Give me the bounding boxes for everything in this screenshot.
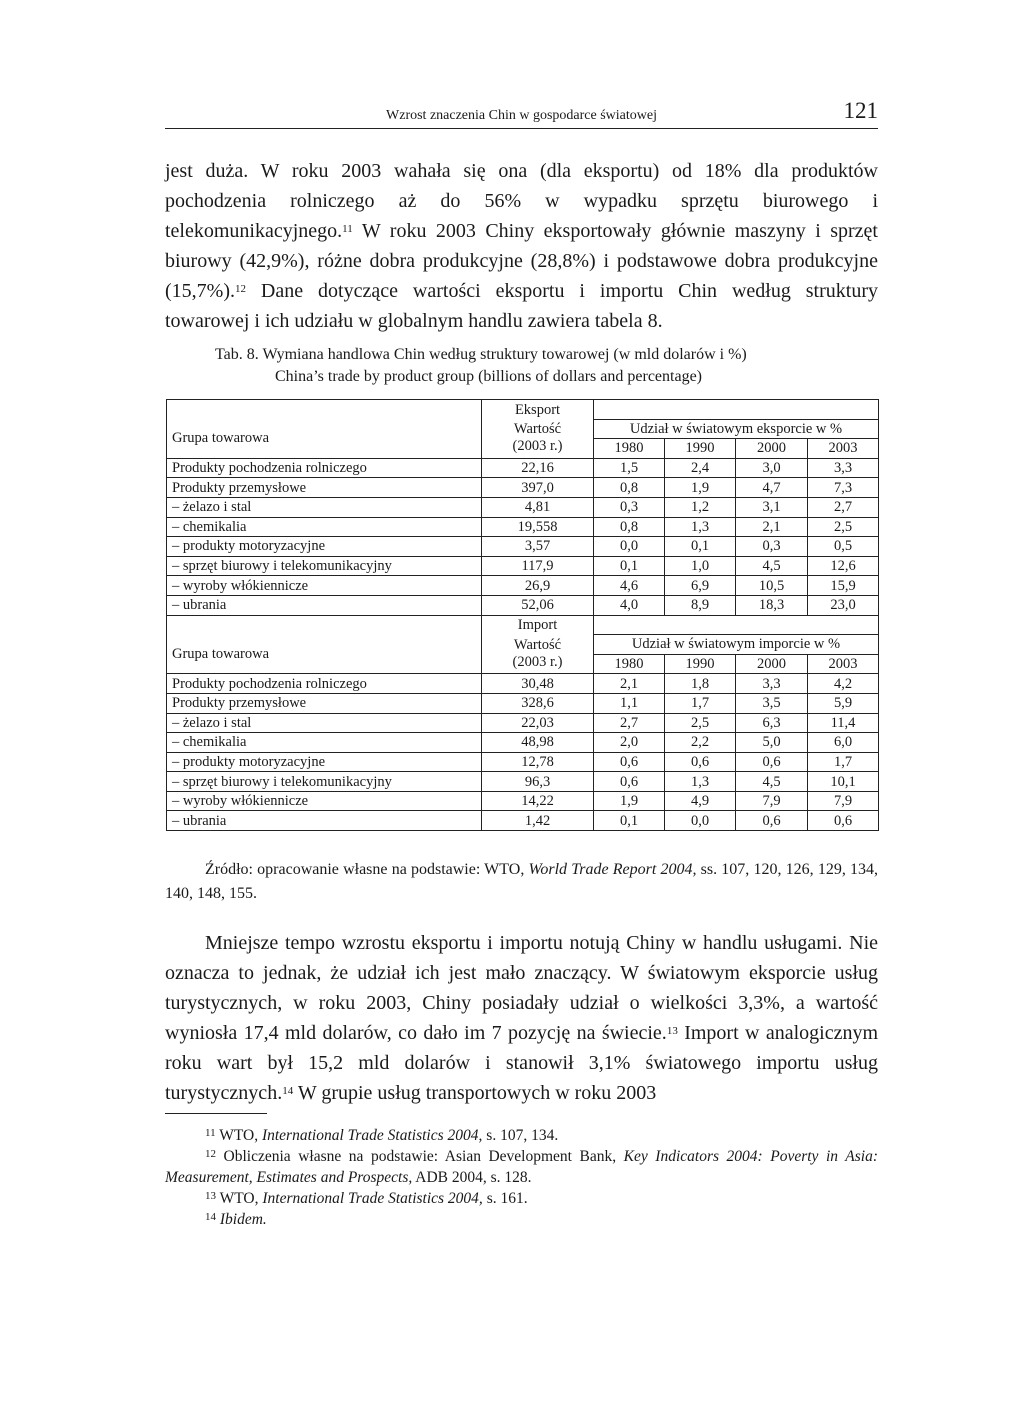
header-blank-cell [167,615,482,635]
share-cell-2003: 2,7 [808,497,879,517]
product-group-cell: – produkty motoryzacyjne [167,752,482,772]
product-group-cell: – chemikalia [167,517,482,537]
share-cell-1980: 1,5 [594,458,665,478]
share-cell-2003: 5,9 [808,693,879,713]
table-row [167,497,879,517]
paragraph-intro [165,156,878,336]
share-cell-2000: 3,3 [736,674,808,694]
footnote-ref-11[interactable]: 11 [342,223,353,235]
share-cell-1990: 1,9 [665,478,736,498]
share-cell-1990: 0,0 [665,811,736,831]
group-column-header: Grupa towarowa [167,635,482,674]
share-cell-1980: 0,6 [594,752,665,772]
product-group-cell: Produkty przemysłowe [167,478,482,498]
share-cell-1990: 1,3 [665,772,736,792]
share-cell-1980: 0,1 [594,811,665,831]
value-cell: 14,22 [482,791,594,811]
share-cell-1980: 0,3 [594,497,665,517]
table-row [167,478,879,498]
paragraph-text: W roku 2003 Chiny eksportowały głównie maszyny i sprzęt biurowy (42,9%), różne dobra produkcyjne (28,8%) i podstawowe dobra produkcyjne (15,7%). [165,220,878,302]
share-cell-1980: 4,6 [594,576,665,596]
value-cell: 22,03 [482,713,594,733]
share-cell-2003: 23,0 [808,595,879,615]
share-cell-2003: 12,6 [808,556,879,576]
share-cell-2000: 3,0 [736,458,808,478]
share-cell-2000: 4,7 [736,478,808,498]
table-row [167,713,879,733]
import-subheader-row [167,635,879,655]
share-cell-2000: 3,1 [736,497,808,517]
share-cell-2000: 10,5 [736,576,808,596]
table-row [167,772,879,792]
share-cell-2000: 5,0 [736,733,808,753]
export-section-label: Eksport [482,400,594,420]
value-cell: 26,9 [482,576,594,596]
share-cell-2000: 18,3 [736,595,808,615]
share-cell-1990: 6,9 [665,576,736,596]
share-cell-2000: 6,3 [736,713,808,733]
footnote-text: s. 107, 134. [482,1127,559,1144]
product-group-cell: – ubrania [167,595,482,615]
share-cell-2000: 0,3 [736,537,808,557]
share-cell-2003: 10,1 [808,772,879,792]
value-year-label: (2003 r.) [512,438,563,455]
footnote-text: WTO, [215,1127,262,1144]
value-cell: 3,57 [482,537,594,557]
value-cell: 4,81 [482,497,594,517]
share-cell-2000: 0,6 [736,811,808,831]
product-group-cell: Produkty pochodzenia rolniczego [167,674,482,694]
footnote-12 [165,1146,878,1188]
footnote-title: Ibidem. [219,1211,267,1228]
source-prefix: Źródło: opracowanie własne na podstawie: WTO, [205,861,529,878]
share-cell-2000: 0,6 [736,752,808,772]
footnote-text: Obliczenia własne na podstawie: Asian Development Bank, [216,1148,624,1165]
product-group-cell: – sprzęt biurowy i telekomunikacyjny [167,556,482,576]
product-group-cell: Produkty pochodzenia rolniczego [167,458,482,478]
paragraph-text: Mniejsze tempo wzrostu eksportu i importu notują Chiny w handlu usługami. Nie oznacza to jednak, że udział ich jest mało znaczący. W światowym eksporcie usług turystycznych, w roku 2003, Chiny posiadały udział o wielkości 3,3%, a wartość wyniosła 17,4 mld dolarów, co dało im 7 pozycję na świecie. [165,932,878,1044]
paragraph-text: jest duża. W roku 2003 wahała się ona (dla eksportu) od 18% dla produktów pochodzenia rolniczego aż do 56% w wypadku sprzętu biurowego i telekomunikacyjnego. [165,160,878,242]
table-row [167,733,879,753]
product-group-cell: – żelazo i stal [167,497,482,517]
product-group-cell: – produkty motoryzacyjne [167,537,482,557]
year-header: 1990 [665,439,736,459]
value-cell: 19,558 [482,517,594,537]
footnote-number: 12 [205,1148,216,1160]
share-column-header: Udział w światowym imporcie w % [594,635,879,655]
table-row [167,517,879,537]
import-section-label: Import [482,615,594,635]
table-row [167,752,879,772]
value-cell: 30,48 [482,674,594,694]
table-row [167,693,879,713]
table-row [167,458,879,478]
share-cell-1990: 1,0 [665,556,736,576]
year-header: 1990 [665,654,736,674]
value-column-header [482,419,594,458]
product-group-cell: – chemikalia [167,733,482,753]
share-cell-1980: 0,1 [594,556,665,576]
share-cell-1990: 1,8 [665,674,736,694]
table-row [167,595,879,615]
share-cell-1990: 2,5 [665,713,736,733]
year-header: 2003 [808,439,879,459]
share-cell-2003: 2,5 [808,517,879,537]
table-caption [165,344,995,388]
product-group-cell: – wyroby włókiennicze [167,791,482,811]
footnote-11 [165,1125,878,1146]
share-cell-1980: 0,8 [594,517,665,537]
footnote-text: ADB 2004, s. 128. [412,1169,532,1186]
table-source [165,858,878,906]
table-caption-polish: Tab. 8. Wymiana handlowa Chin według struktury towarowej (w mld dolarów i %) [215,346,747,363]
share-cell-2003: 0,6 [808,811,879,831]
share-cell-1980: 2,1 [594,674,665,694]
value-cell: 52,06 [482,595,594,615]
share-cell-1980: 2,7 [594,713,665,733]
footnote-13 [165,1188,878,1209]
footnotes [165,1125,878,1230]
share-column-header: Udział w światowym eksporcie w % [594,419,879,439]
export-header-row [167,400,879,420]
product-group-cell: – żelazo i stal [167,713,482,733]
product-group-cell: Produkty przemysłowe [167,693,482,713]
share-cell-2003: 15,9 [808,576,879,596]
header-blank-cell [594,615,879,635]
share-cell-2003: 6,0 [808,733,879,753]
value-cell: 12,78 [482,752,594,772]
share-cell-2003: 11,4 [808,713,879,733]
group-column-header: Grupa towarowa [167,419,482,458]
paragraph-text: Dane dotyczące wartości eksportu i importu Chin według struktury towarowej i ich udziału w globalnym handlu zawiera tabela 8. [165,280,878,332]
value-cell: 397,0 [482,478,594,498]
trade-table [166,399,879,831]
year-header: 1980 [594,654,665,674]
footnote-number: 14 [205,1211,216,1223]
value-label: Wartość [513,636,562,653]
source-suffix: ss. 107, 120, 126, 129, 134, 140, 148, 155. [165,861,879,902]
table-row [167,811,879,831]
share-cell-1980: 2,0 [594,733,665,753]
footnote-title: International Trade Statistics 2004, [262,1190,483,1207]
product-group-cell: – wyroby włókiennicze [167,576,482,596]
year-header: 2000 [736,654,808,674]
share-cell-2000: 3,5 [736,693,808,713]
value-cell: 117,9 [482,556,594,576]
share-cell-1980: 0,0 [594,537,665,557]
paragraph-text: W grupie usług transportowych w roku 2003 [293,1082,657,1104]
table-row [167,537,879,557]
share-cell-1980: 1,9 [594,791,665,811]
footnote-number: 11 [205,1127,216,1139]
value-cell: 96,3 [482,772,594,792]
share-cell-1990: 1,2 [665,497,736,517]
paragraph-services [165,928,878,1108]
footnote-ref-14[interactable]: 14 [282,1085,294,1097]
share-cell-1980: 4,0 [594,595,665,615]
share-cell-1980: 0,6 [594,772,665,792]
share-cell-2003: 4,2 [808,674,879,694]
table-row [167,576,879,596]
share-cell-2000: 4,5 [736,772,808,792]
year-header: 2000 [736,439,808,459]
share-cell-1980: 0,8 [594,478,665,498]
share-cell-1990: 2,4 [665,458,736,478]
footnote-text: WTO, [216,1190,263,1207]
footnote-title: International Trade Statistics 2004, [261,1127,483,1144]
running-head [165,96,878,129]
share-cell-2003: 0,5 [808,537,879,557]
share-cell-2000: 2,1 [736,517,808,537]
value-cell: 22,16 [482,458,594,478]
share-cell-2000: 4,5 [736,556,808,576]
year-header: 1980 [594,439,665,459]
share-cell-1990: 8,9 [665,595,736,615]
value-label: Wartość [513,421,562,438]
value-cell: 1,42 [482,811,594,831]
share-cell-1990: 4,9 [665,791,736,811]
value-cell: 48,98 [482,733,594,753]
source-title: World Trade Report 2004, [528,861,697,878]
footnote-title: Key Indicators 2004: Poverty in Asia: Measurement, Estimates and Prospects, [165,1148,879,1186]
footnote-separator [165,1113,267,1114]
running-head-title: Wzrost znaczenia Chin w gospodarce światowej [386,108,657,123]
footnote-14 [165,1209,878,1230]
table-caption-english: China’s trade by product group (billions of dollars and percentage) [275,368,702,385]
share-cell-2003: 7,3 [808,478,879,498]
header-blank-cell [594,400,879,420]
share-cell-1980: 1,1 [594,693,665,713]
footnote-ref-13[interactable]: 13 [666,1025,678,1037]
share-cell-2003: 1,7 [808,752,879,772]
footnote-text: s. 161. [482,1190,528,1207]
share-cell-1990: 1,7 [665,693,736,713]
table-row [167,674,879,694]
share-cell-2003: 7,9 [808,791,879,811]
export-section [167,400,879,616]
product-group-cell: – ubrania [167,811,482,831]
value-column-header [482,635,594,674]
table-row [167,791,879,811]
product-group-cell: – sprzęt biurowy i telekomunikacyjny [167,772,482,792]
footnote-ref-12[interactable]: 12 [234,283,246,295]
import-header-row [167,615,879,635]
year-header: 2003 [808,654,879,674]
share-cell-1990: 2,2 [665,733,736,753]
share-cell-1990: 0,1 [665,537,736,557]
page-number: 121 [843,98,878,123]
paragraph-text: Import w analogicznym roku wart był 15,2 mld dolarów i stanowił 3,1% światowego importu usług turystycznych. [165,1022,878,1104]
share-cell-2003: 3,3 [808,458,879,478]
share-cell-1990: 1,3 [665,517,736,537]
header-blank-cell [167,400,482,420]
footnote-number: 13 [205,1190,216,1202]
export-subheader-row [167,419,879,439]
value-year-label: (2003 r.) [512,653,563,670]
value-cell: 328,6 [482,693,594,713]
share-cell-1990: 0,6 [665,752,736,772]
table-row [167,556,879,576]
import-section [167,615,879,831]
share-cell-2000: 7,9 [736,791,808,811]
